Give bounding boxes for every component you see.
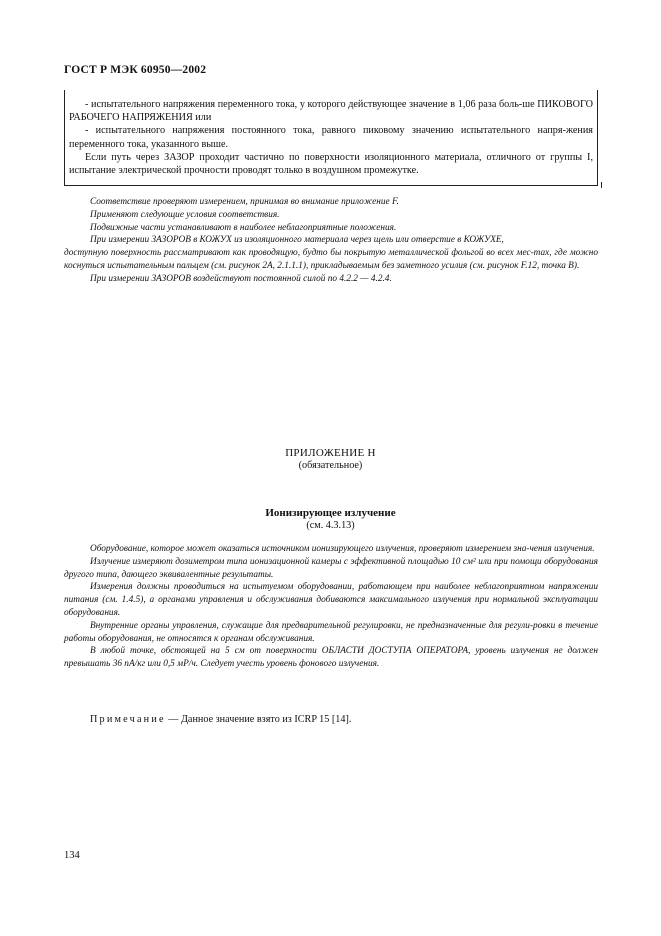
page-number: 134 xyxy=(64,850,80,861)
note-text: — Данное значение взято из ICRP 15 [14]. xyxy=(165,714,352,725)
section-title: Ионизирующее излучение xyxy=(265,507,396,519)
compliance-paragraph: Применяют следующие условия соответствия. xyxy=(90,209,280,220)
compliance-paragraph: доступную поверхность рассматривают как проводящую, будто бы покрытую металлической фольгой во всех мес-тах, где можно коснуться испытательным пальцем (см. рисунок 2А, 2.1.1.1), прикладываемым без заметного усилия (см. рисунок F.12, точка В). xyxy=(64,248,598,271)
compliance-paragraph: Подвижные части устанавливают в наиболее неблагоприятные положения. xyxy=(90,222,397,233)
requirements-box xyxy=(64,90,598,186)
box-corner-mark xyxy=(601,182,602,188)
section-reference: (см. 4.3.13) xyxy=(306,520,355,531)
annex-title: ПРИЛОЖЕНИЕ Н xyxy=(285,447,376,459)
compliance-paragraph: Соответствие проверяют измерением, принимая во внимание приложение F. xyxy=(90,197,399,207)
body-paragraph: Излучение измеряют дозиметром типа ионизационной камеры с эффективной площадью 10 см² или при помощи оборудования другого типа, дающего эквивалентные результаты. xyxy=(64,556,598,580)
document-header: ГОСТ Р МЭК 60950—2002 xyxy=(64,64,207,76)
compliance-paragraph: При измерении ЗАЗОРОВ воздействуют постоянной силой по 4.2.2 — 4.2.4. xyxy=(90,273,392,284)
box-paragraph: - испытательного напряжения постоянного тока, равного пиковому значению испытательного напря-жения переменного тока, указанного выше. xyxy=(69,125,593,150)
box-paragraph: Если путь через ЗАЗОР проходит частично по поверхности изоляционного материала, отличного от группы I, испытание электрической прочности проводят только в воздушном промежутке. xyxy=(69,151,593,177)
annex-body xyxy=(64,543,598,671)
compliance-text xyxy=(64,196,598,286)
note-label: Примечание xyxy=(90,714,166,725)
body-paragraph: Внутренние органы управления, служащие для предварительной регулировки, не предназначенные для регули-ровки в течение работы оборудования, не относятся к органам обслуживания. xyxy=(64,620,598,644)
box-paragraph: - испытательного напряжения переменного тока, у которого действующее значение в 1,06 раза боль-ше ПИКОВОГО РАБОЧЕГО НАПРЯЖЕНИЯ или xyxy=(69,99,593,124)
body-paragraph: В любой точке, обстоящей на 5 см от поверхности ОБЛАСТИ ДОСТУПА ОПЕРАТОРА, уровень излучения не должен превышать 36 пА/кг или 0,5 мР/ч. Следует учесть уровень фонового излучения. xyxy=(64,646,598,670)
annex-status: (обязательное) xyxy=(298,460,363,471)
body-paragraph: Оборудование, которое может оказаться источником ионизирующего излучения, проверяют измерением зна-чения излучения. xyxy=(90,544,595,554)
note xyxy=(90,714,351,725)
compliance-paragraph: При измерении ЗАЗОРОВ в КОЖУХ из изоляционного материала через щель или отверстие в КОЖУХЕ, xyxy=(90,235,504,246)
body-paragraph: Измерения должны проводиться на испытуемом оборудовании, работающем при наиболее неблагоприятном напряжении питания (см. 1.4.5), а органами управления и обслуживания добиваются максимального излучения при нормальной эксплуатации оборудования. xyxy=(64,582,598,618)
